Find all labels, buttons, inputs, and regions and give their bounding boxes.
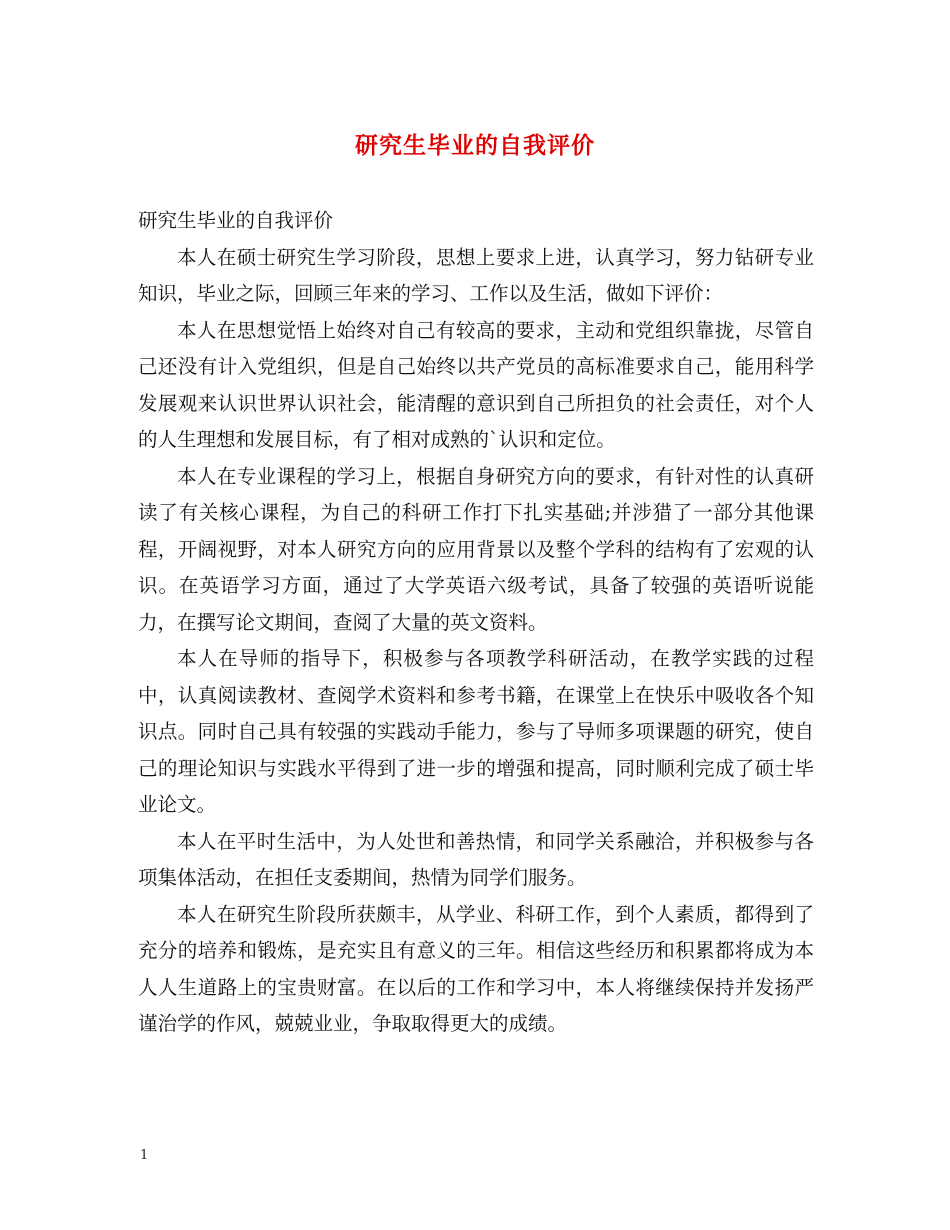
page-number: 1 <box>140 1148 149 1163</box>
paragraph-life: 本人在平时生活中，为人处世和善热情，和同学关系融洽，并积极参与各项集体活动，在担任支委期间，热情为同学们服务。 <box>138 829 814 889</box>
document-subtitle: 研究生毕业的自我评价 <box>138 209 334 232</box>
paragraph-conclusion: 本人在研究生阶段所获颇丰，从学业、科研工作，到个人素质，都得到了充分的培养和锻炼，是充实且有意义的三年。相信这些经历和积累都将成为本人人生道路上的宝贵财富。在以后的工作和学习中，本人将继续保持并发扬严谨治学的作风，兢兢业业，争取取得更大的成绩。 <box>138 902 814 1035</box>
document-body <box>138 203 814 1043</box>
paragraph-intro: 本人在硕士研究生学习阶段，思想上要求上进，认真学习，努力钻研专业知识，毕业之际，回顾三年来的学习、工作以及生活，做如下评价： <box>138 245 814 305</box>
paragraph-ideology: 本人在思想觉悟上始终对自己有较高的要求，主动和党组织靠拢，尽管自己还没有计入党组织，但是自己始终以共产党员的高标准要求自己，能用科学发展观来认识世界认识社会，能清醒的意识到自己所担负的社会责任，对个人的人生理想和发展目标，有了相对成熟的`认识和定位。 <box>138 318 814 451</box>
document-title: 研究生毕业的自我评价 <box>355 132 595 159</box>
paragraph-coursework: 本人在专业课程的学习上，根据自身研究方向的要求，有针对性的认真研读了有关核心课程，为自己的科研工作打下扎实基础;并涉猎了一部分其他课程，开阔视野，对本人研究方向的应用背景以及整个学科的结构有了宏观的认识。在英语学习方面，通过了大学英语六级考试，具备了较强的英语听说能力，在撰写论文期间，查阅了大量的英文资料。 <box>138 464 814 634</box>
paragraph-research: 本人在导师的指导下，积极参与各项教学科研活动，在教学实践的过程中，认真阅读教材、查阅学术资料和参考书籍，在课堂上在快乐中吸收各个知识点。同时自己具有较强的实践动手能力，参与了导师多项课题的研究，使自己的理论知识与实践水平得到了进一步的增强和提高，同时顺利完成了硕士毕业论文。 <box>138 647 814 816</box>
